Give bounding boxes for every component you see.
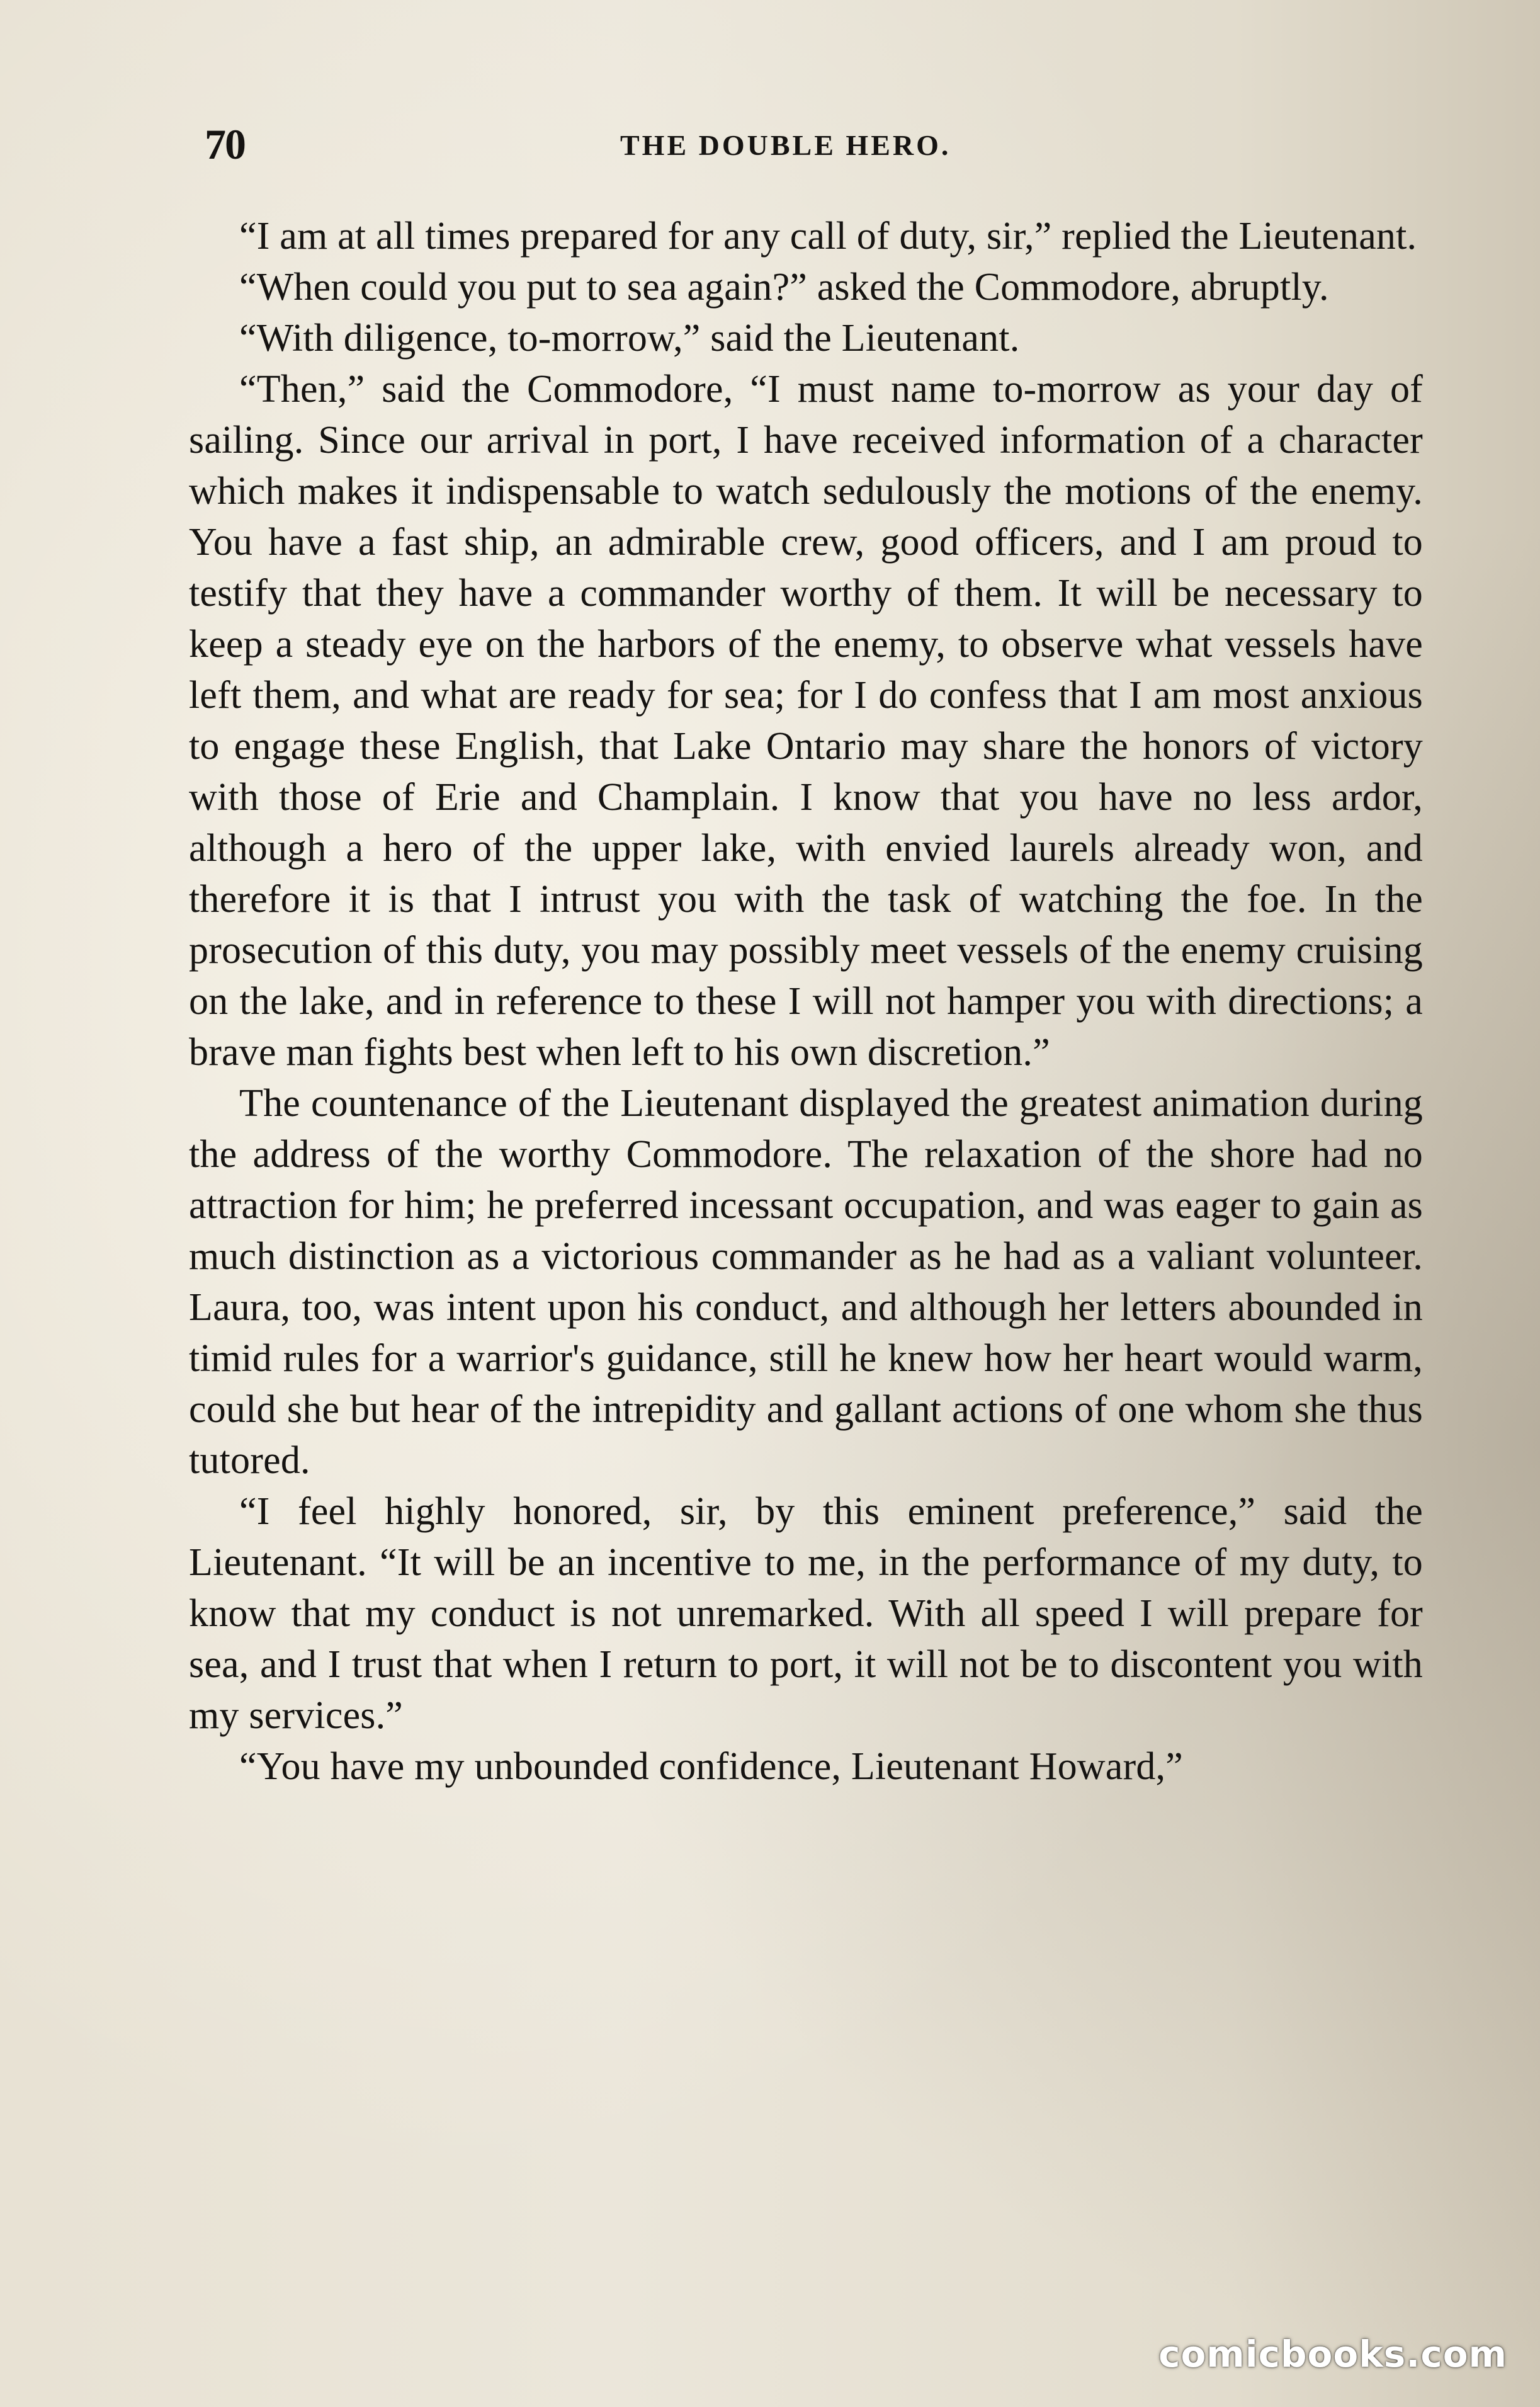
paragraph: “I feel highly honored, sir, by this eminent preference,” said the Lieutenant. “It will be an incentive to me, in the performance of my duty, to know that my conduct is not unremarked. With all speed I will prepare for sea, and I trust that when I return to port, it will not be to discontent you with my services.” bbox=[189, 1490, 1423, 1737]
watermark: comicbooks.com bbox=[1158, 2333, 1507, 2376]
running-title: THE DOUBLE HERO. bbox=[620, 129, 951, 161]
body-text bbox=[189, 211, 1423, 1792]
paragraph: “I am at all times prepared for any call of duty, sir,” replied the Lieutenant. bbox=[239, 215, 1417, 258]
paragraph: The countenance of the Lieutenant displayed the greatest animation during the address of the worthy Commodore. The relaxation of the shore had no attraction for him; he preferred incessant occupation, and was eager to gain as much distinction as a victorious commander as he had as a valiant volunteer. Laura, too, was intent upon his conduct, and although her letters abounded in timid rules for a warrior's guidance, still he knew how her heart would warm, could she but hear of the intrepidity and gallant actions of one whom she thus tutored. bbox=[189, 1082, 1423, 1482]
paragraph: “When could you put to sea again?” asked the Commodore, abruptly. bbox=[239, 266, 1329, 309]
page-number: 70 bbox=[205, 120, 245, 168]
paragraph: “You have my unbounded confidence, Lieutenant Howard,” bbox=[239, 1745, 1183, 1788]
paragraph: “Then,” said the Commodore, “I must name to-morrow as your day of sailing. Since our arrival in port, I have received information of a character which makes it indispensable to watch sedulously the motions of the enemy. You have a fast ship, an admirable crew, good officers, and I am proud to testify that they have a commander worthy of them. It will be necessary to keep a steady eye on the harbors of the enemy, to observe what vessels have left them, and what are ready for sea; for I do confess that I am most anxious to engage these English, that Lake Ontario may share the honors of victory with those of Erie and Champlain. I know that you have no less ardor, although a hero of the upper lake, with envied laurels already won, and therefore it is that I intrust you with the task of watching the foe. In the prosecution of this duty, you may possibly meet vessels of the enemy cruising on the lake, and in reference to these I will not hamper you with directions; a brave man fights best when left to his own discretion.” bbox=[189, 368, 1423, 1074]
page-header bbox=[205, 120, 1432, 176]
paragraph: “With diligence, to-morrow,” said the Lieutenant. bbox=[239, 317, 1020, 360]
